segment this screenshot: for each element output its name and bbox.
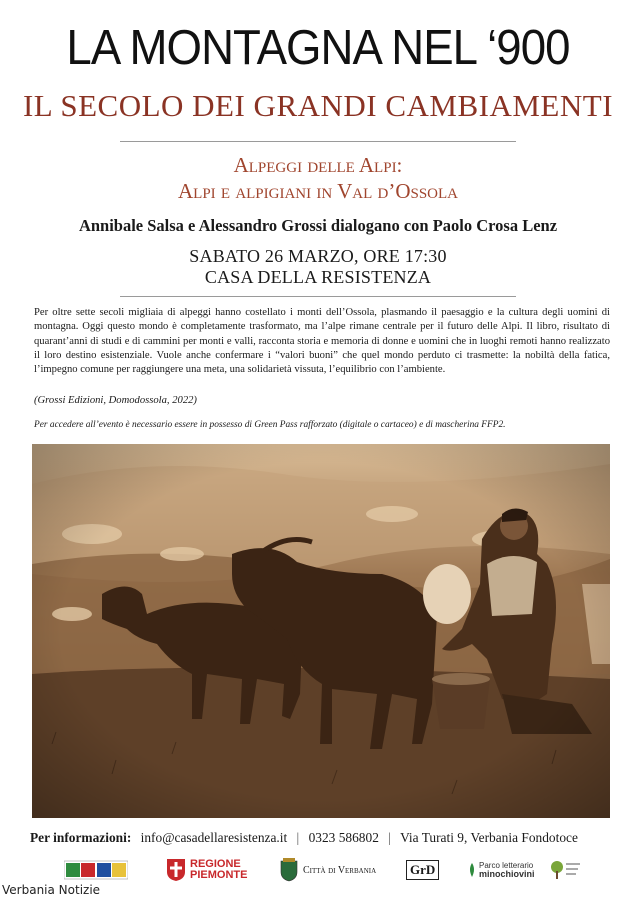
association-logo <box>64 855 128 885</box>
contact-address: Via Turati 9, Verbania Fondotoce <box>400 830 578 845</box>
poster-title: LA MONTAGNA NEL ‘900 <box>66 21 570 75</box>
book-source: (Grossi Edizioni, Domodossola, 2022) <box>34 395 197 406</box>
citta-verbania-logo <box>280 855 390 885</box>
description-text: Per oltre sette secoli migliaia di alpeggi hanno costellato i monti dell’Ossola, plasmando il paesaggio e la cultura degli uomini di montagna. Oggi questo mondo è completamente trasformato, ma l’alpe rimane centrale per il futuro delle Alpi. Il libro, risultato di quarant’anni di studi e di cammini per monti e valli, racconta storia e memoria di donne e uomini che in luoghi remoti hanno realizzato il loro destino esistenziale. Vuole anche confermare i “valori buoni” che quel mondo perduto ci trasmette: la nobiltà della fatica, l’impegno comune per raggiungere una meta, una solidarietà vissuta, l’equilibrio con l’ambiente. <box>34 307 610 376</box>
parco-letterario-logo <box>468 855 543 885</box>
parco-line1: Parco letterario <box>479 861 534 870</box>
tree-icon <box>548 859 584 881</box>
grossi-edizioni-logo <box>406 855 440 885</box>
contact-email-link[interactable]: info@casadellaresistenza.it <box>140 830 288 845</box>
leaf-icon <box>468 863 476 877</box>
piemonte-shield-icon <box>166 858 186 882</box>
poster-subtitle: IL SECOLO DEI GRANDI CAMBIAMENTI <box>22 88 614 123</box>
contact-info <box>30 830 578 846</box>
info-label: Per informazioni: <box>30 830 132 845</box>
citta-label: Città di Verbania <box>303 864 377 876</box>
regione-line1: REGIONE <box>190 858 241 870</box>
contact-phone: 0323 586802 <box>308 830 379 845</box>
event-title-line1: Alpeggi delle Alpi: <box>233 153 403 177</box>
regione-piemonte-logo <box>166 855 256 885</box>
parco-line2: minochiovini <box>479 869 535 879</box>
event-date: SABATO 26 MARZO, ORE 17:30 <box>189 246 447 266</box>
description <box>34 306 610 377</box>
regione-line2: PIEMONTE <box>190 869 248 881</box>
access-notice: Per accedere all’evento è necessario essere in possesso di Green Pass rafforzato (digitale o cartaceo) e di mascherina FFP2. <box>34 420 506 430</box>
divider-middle <box>120 296 516 297</box>
watermark-caption: Verbania Notizie <box>2 883 101 897</box>
separator: | <box>296 830 300 845</box>
speakers: Annibale Salsa e Alessandro Grossi dialogano con Paolo Crosa Lenz <box>78 216 558 235</box>
tree-logo <box>548 855 584 885</box>
event-title-line2: Alpi e alpigiani in Val d’Ossola <box>177 179 458 203</box>
sponsor-logos <box>64 855 584 887</box>
event-venue: CASA DELLA RESISTENZA <box>204 267 432 287</box>
separator: | <box>388 830 391 845</box>
sepia-photo-goats-milking <box>32 444 610 818</box>
grossi-label: GrD <box>406 860 439 880</box>
divider-top <box>120 141 516 142</box>
verbania-crest-icon <box>280 858 298 882</box>
